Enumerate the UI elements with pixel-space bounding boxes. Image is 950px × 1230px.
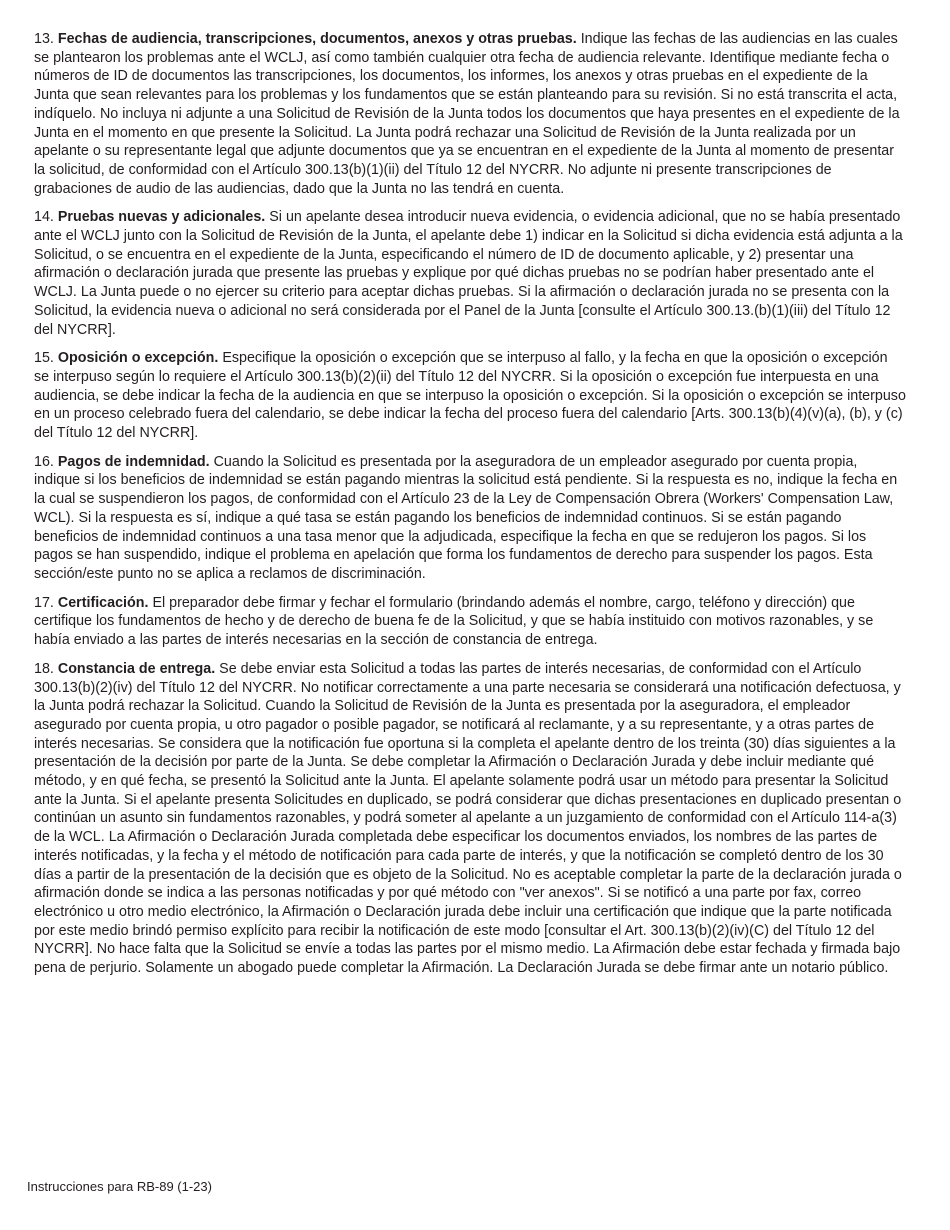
section-heading: Constancia de entrega. [57, 660, 216, 677]
section-18 [34, 660, 906, 978]
section-heading: Oposición o excepción. [57, 350, 219, 367]
section-14 [34, 208, 906, 339]
section-number: 14. [34, 209, 54, 226]
section-body: Indique las fechas de las audiencias en las cuales se plantearon los problemas ante el WCLJ, así como también cualquier otra fecha de audiencia relevante. Identifique mediante fecha o números de ID de documentos las transcripciones, los documentos, los informes, los anexos y otras pruebas en el expediente de la Junta que sean relevantes para los problemas y los fundamentos que se están planteando para su revisión. Si no está transcrita el acta, indíquelo. No incluya ni adjunte a una Solicitud de Revisión de la Junta todos los documentos que haya presentes en el expediente de la Junta en el momento en que presente la Solicitud. La Junta podrá rechazar una Solicitud de Revisión de la Junta realizada por un apelante o su representante legal que adjunte documentos que ya se encuentran en el expediente de la Junta al momento de presentar la solicitud, de conformidad con el Artículo 300.13(b)(1)(ii) del Título 12 del NYCRR. No adjunte ni presente transcripciones de grabaciones de audio de las audiencias, dado que la Junta no las tendrá en cuenta. [34, 31, 900, 197]
section-number: 17. [34, 594, 54, 611]
section-16 [34, 453, 906, 584]
section-body: El preparador debe firmar y fechar el formulario (brindando además el nombre, cargo, teléfono y dirección) que certifique los fundamentos de hecho y de derecho de buena fe de la Solicitud, y que se había instituido con motivos razonables, y se había enviado a las partes de interés necesarias en la sección de constancia de entrega. [34, 594, 874, 649]
section-heading: Pruebas nuevas y adicionales. [57, 209, 266, 226]
page-footer: Instrucciones para RB-89 (1-23) [27, 1179, 212, 1194]
section-body: Especifique la oposición o excepción que se interpuso al fallo, y la fecha en que la oposición o excepción se interpuso según lo requiere el Artículo 300.13(b)(2)(ii) del Título 12 del NYCRR. Si la oposición o excepción fue interpuesta en una audiencia, se debe indicar la fecha de la audiencia en que se interpuso la oposición o excepción. Si la oposición o excepción se interpuso en un proceso celebrado fuera del calendario, se debe indicar la fecha del proceso fuera del calendario [Arts. 300.13(b)(4)(v)(a), (b), y (c) del Título 12 del NYCRR]. [34, 350, 906, 442]
section-number: 13. [34, 31, 54, 47]
section-13 [34, 30, 906, 198]
section-heading: Certificación. [57, 594, 149, 611]
instructions-page [34, 30, 906, 988]
section-number: 16. [34, 453, 54, 470]
section-number: 15. [34, 350, 54, 367]
section-15 [34, 349, 906, 443]
section-heading: Fechas de audiencia, transcripciones, documentos, anexos y otras pruebas. [57, 31, 577, 47]
section-heading: Pagos de indemnidad. [57, 453, 210, 470]
section-body: Se debe enviar esta Solicitud a todas las partes de interés necesarias, de conformidad con el Artículo 300.13(b)(2)(iv) del Título 12 del NYCRR. No notificar correctamente a una parte necesaria se considerará una notificación defectuosa, y la Junta podrá rechazar la Solicitud. Cuando la Solicitud de Revisión de la Junta es presentada por la aseguradora, el empleador asegurado por cuenta propia, u otro pagador o posible pagador, se notificará al reclamante, y a su representante, y a otras partes de interés necesarias. Se considera que la notificación fue oportuna si la completa el apelante dentro de los treinta (30) días siguientes a la presentación de la decisión por parte de la Junta. Se debe completar la Afirmación o Declaración Jurada y debe incluir mediante qué método, y en qué fecha, se presentó la Solicitud ante la Junta. El apelante solamente podrá usar un método para presentar la Solicitud ante la Junta. Si el apelante presenta Solicitudes en duplicado, se podrá considerar que dichas presentaciones en duplicado presentan o continúan un asunto sin fundamentos razonables, y podrá someter al apelante a un juzgamiento de conformidad con el Artículo 114-a(3) de la WCL. La Afirmación o Declaración Jurada completada debe especificar los documentos enviados, los nombres de las partes de interés notificadas, y la fecha y el método de notificación para cada parte de interés, y que la notificación se completó dentro de los 30 días a partir de la presentación de la decisión que es objeto de la Solicitud. No es aceptable completar la parte de la declaración jurada o afirmación donde se indica a las personas notificadas y por qué método con "ver anexos". Si se notificó a una parte por fax, correo electrónico u otro medio electrónico, la Afirmación o Declaración jurada debe incluir una certificación que indique que la parte notificada por este medio brindó permiso explícito para recibir la notificación de este modo [consultar el Art. 300.13(b)(2)(iv)(C) del Título 12 del NYCRR]. No hace falta que la Solicitud se envíe a todas las partes por el mismo medio. La Afirmación debe estar fechada y firmada bajo pena de perjurio. Solamente un abogado puede completar la Afirmación. La Declaración Jurada se debe firmar ante un notario público. [34, 660, 902, 977]
section-body: Si un apelante desea introducir nueva evidencia, o evidencia adicional, que no se había presentado ante el WCLJ junto con la Solicitud de Revisión de la Junta, el apelante debe 1) indicar en la Solicitud si dicha evidencia está adjunta a la Solicitud, o se encuentra en el expediente de la Junta, especificando el número de ID de documento aplicable, y 2) presentar una afirmación o declaración jurada que presente las pruebas y explique por qué dichas pruebas no se podrían haber presentado ante el WCLJ. La Junta puede o no ejercer su criterio para aceptar dichas pruebas. Si la afirmación o declaración jurada no se presenta con la Solicitud, la evidencia nueva o adicional no será considerada por el Panel de la Junta [consulte el Artículo 300.13.(b)(1)(iii) del Título 12 del NYCRR]. [34, 209, 903, 338]
section-number: 18. [34, 660, 54, 677]
section-17 [34, 594, 906, 650]
section-body: Cuando la Solicitud es presentada por la aseguradora de un empleador asegurado por cuenta propia, indique si los beneficios de indemnidad se están pagando mientras la solicitud está pendiente. Si la respuesta es no, indique la fecha en la cual se suspendieron los pagos, de conformidad con el Artículo 23 de la Ley de Compensación Obrera (Workers' Compensation Law, WCL). Si la respuesta es sí, indique a qué tasa se están pagando los beneficios de indemnidad continuos. Si se están pagando beneficios de indemnidad continuos a una tasa menor que la adjudicada, especifique la fecha en que se redujeron los pagos. Si los pagos se han suspendido, indique el problema en apelación que forma los fundamentos de derecho para suspender los pagos. Esta sección/este punto no se aplica a reclamos de discriminación. [34, 453, 898, 582]
